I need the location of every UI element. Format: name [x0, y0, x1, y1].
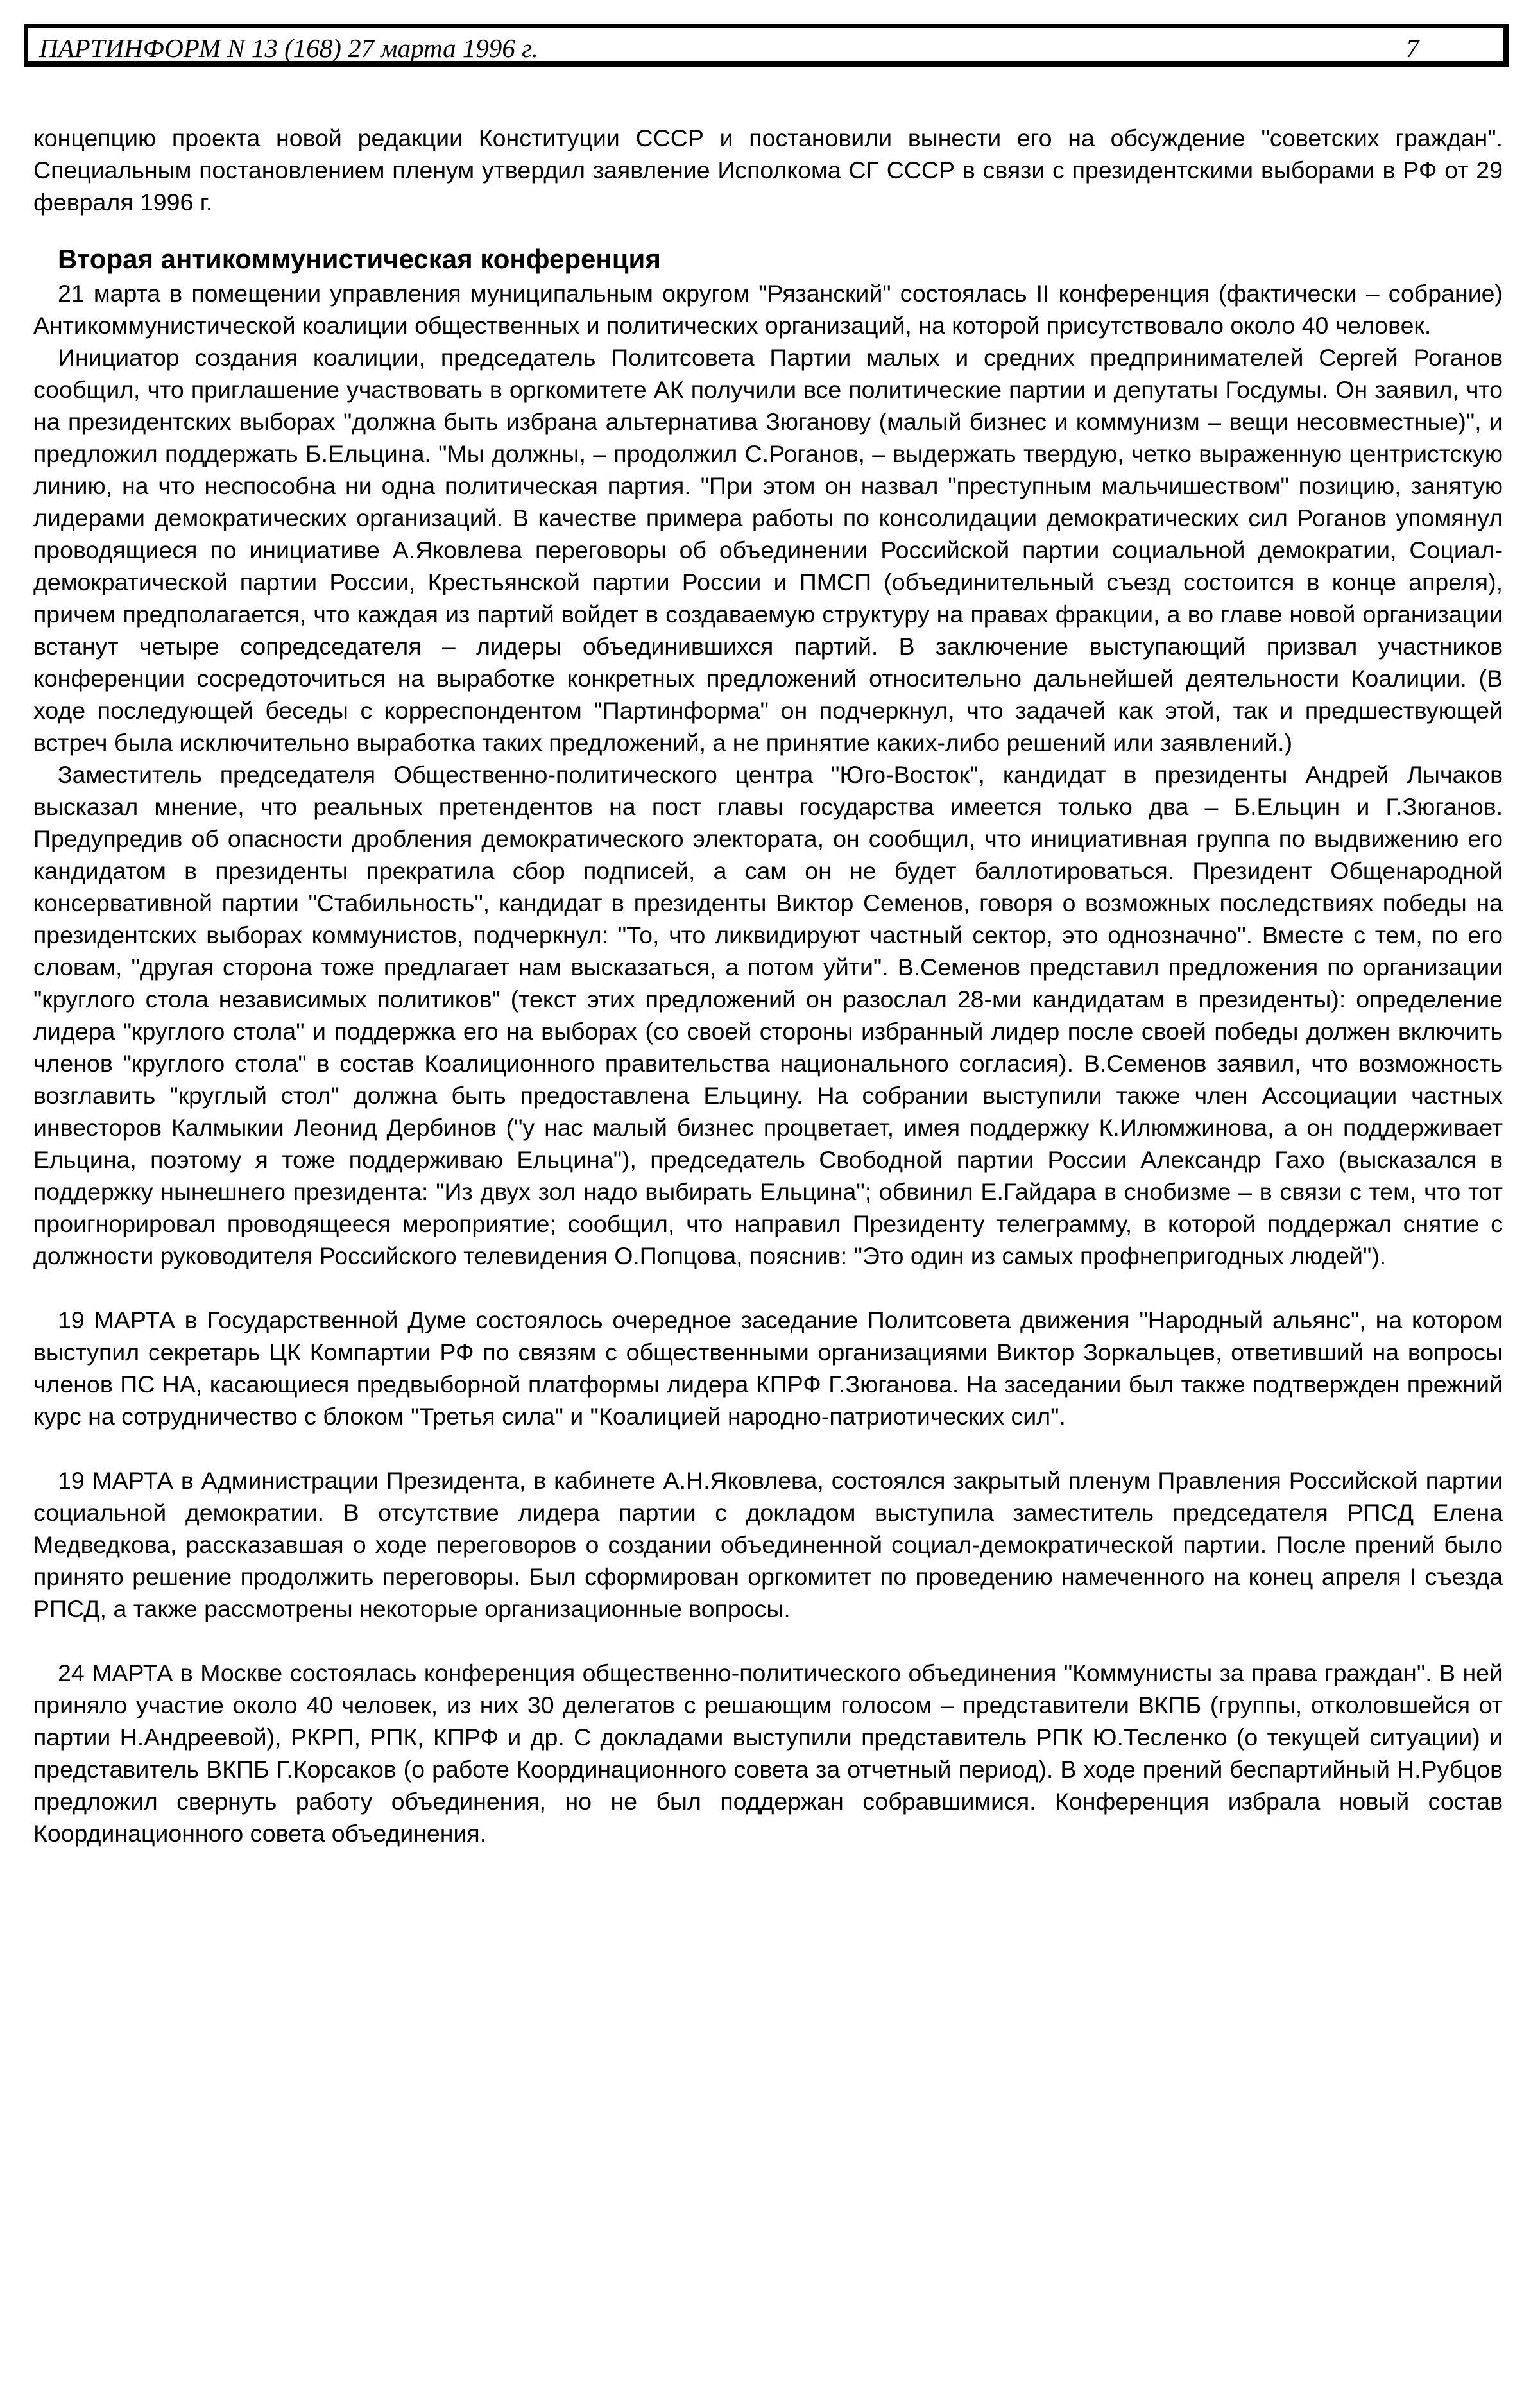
section-paragraph: Заместитель председателя Общественно-политического центра "Юго-Восток", кандидат в президенты Андрей Лычаков высказал мнение, что реальных претендентов на пост главы государства имеется только два – Б.Ельцин и Г.Зюганов. Предупредив об опасности дробления демократического электората, он сообщил, что инициативная группа по выдвижению его кандидатом в президенты прекратила сбор подписей, а сам он не будет баллотироваться. Президент Общенародной консервативной партии "Стабильность", кандидат в президенты Виктор Семенов, говоря о возможных последствиях победы на президентских выборах коммунистов, подчеркнул: "То, что ликвидируют частный сектор, это однозначно". Вместе с тем, по его словам, "другая сторона тоже предлагает нам высказаться, а потом уйти". В.Семенов представил предложения по организации "круглого стола независимых политиков" (текст этих предложений он разослал 28-ми кандидатам в президенты): определение лидера "круглого стола" и поддержка его на выборах (со своей стороны избранный лидер после своей победы должен включить членов "круглого стола" в состав Коалиционного правительства национального согласия). В.Семенов заявил, что возможность возглавить "круглый стол" должна быть предоставлена Ельцину. На собрании выступили также член Ассоциации частных инвесторов Калмыкии Леонид Дербинов ("у нас малый бизнес процветает, имея поддержку К.Илюмжинова, а он поддерживает Ельцина, поэтому я тоже поддерживаю Ельцина"), председатель Свободной партии России Александр Гахо (высказался в поддержку нынешнего президента: "Из двух зол надо выбирать Ельцина"; обвинил Е.Гайдара в снобизме – в связи с тем, что тот проигнорировал проводящееся мероприятие; сообщил, что направил Президенту телеграмму, в которой поддержал снятие с должности руководителя Российского телевидения О.Попцова, пояснив: "Это один из самых профнепригодных людей").: [33, 761, 1503, 1269]
news-item: 24 МАРТА в Москве состоялась конференция общественно-политического объединения "Коммунисты за права граждан". В ней приняло участие около 40 человек, из них 30 делегатов с решающим голосом – представители ВКПБ (группы, отколовшейся от партии Н.Андреевой), РКРП, РПК, КПРФ и др. С докладами выступили представитель РПК Ю.Тесленко (о текущей ситуации) и представитель ВКПБ Г.Корсаков (о работе Координационного совета за отчетный период). В ходе прений беспартийный Н.Рубцов предложил свернуть работу объединения, но не был поддержан собравшимися. Конференция избрала новый состав Координационного совета объединения.: [33, 1659, 1503, 1847]
page-number: 7: [1406, 33, 1419, 63]
news-item: 19 МАРТА в Государственной Думе состоялось очередное заседание Политсовета движения "Народный альянс", на котором выступил секретарь ЦК Компартии РФ по связям с общественными организациями Виктор Зоркальцев, ответивший на вопросы членов ПС НА, касающиеся предвыборной платформы лидера КПРФ Г.Зюганова. На заседании был также подтвержден прежний курс на сотрудничество с блоком "Третья сила" и "Коалицией народно-патриотических сил".: [33, 1307, 1503, 1430]
article-body: [33, 122, 1503, 1849]
publication-title: ПАРТИНФОРМ N 13 (168) 27 марта 1996 г.: [39, 33, 538, 63]
news-item: 19 МАРТА в Администрации Президента, в кабинете А.Н.Яковлева, состоялся закрытый пленум Правления Российской партии социальной демократии. В отсутствие лидера партии с докладом выступила заместитель председателя РПСД Елена Медведкова, рассказавшая о ходе переговоров о создании объединенной социал-демократической партии. После прений было принято решение продолжить переговоры. Был сформирован оргкомитет по проведению намеченного на конец апреля I съезда РПСД, а также рассмотрены некоторые организационные вопросы.: [33, 1467, 1503, 1622]
section-paragraph: Инициатор создания коалиции, председатель Политсовета Партии малых и средних предпринимателей Сергей Роганов сообщил, что приглашение участвовать в оргкомитете АК получили все политические партии и депутаты Госдумы. Он заявил, что на президентских выборах "должна быть избрана альтернатива Зюганову (малый бизнес и коммунизм – вещи несовместные)", и предложил поддержать Б.Ельцина. "Мы должны, – продолжил С.Роганов, – выдержать твердую, четко выраженную центристскую линию, на что неспособна ни одна политическая партия. "При этом он назвал "преступным мальчишеством" позицию, занятую лидерами демократических организаций. В качестве примера работы по консолидации демократических сил Роганов упомянул проводящиеся по инициативе А.Яковлева переговоры об объединении Российской партии социальной демократии, Социал-демократической партии России, Крестьянской партии России и ПМСП (объединительный съезд состоится в конце апреля), причем предполагается, что каждая из партий войдет в создаваемую структуру на правах фракции, а во главе новой организации встанут четыре сопредседателя – лидеры объединившихся партий. В заключение выступающий призвал участников конференции сосредоточиться на выработке конкретных предложений относительно дальнейшей деятельности Коалиции. (В ходе последующей беседы с корреспондентом "Партинформа" он подчеркнул, что задачей как этой, так и предшествующей встреч была исключительно выработка таких предложений, а не принятие каких-либо решений или заявлений.): [33, 344, 1503, 756]
intro-paragraph: концепцию проекта новой редакции Конституции СССР и постановили вынести его на обсуждение "советских граждан". Специальным постановлением пленум утвердил заявление Исполкома СГ СССР в связи с президентскими выборами в РФ от 29 февраля 1996 г.: [33, 124, 1503, 216]
section-paragraph: 21 марта в помещении управления муниципальным округом "Рязанский" состоялась II конференция (фактически – собрание) Антикоммунистической коалиции общественных и политических организаций, на которой присутствовало около 40 человек.: [33, 280, 1503, 339]
page-header: [24, 24, 1509, 67]
section-heading: Вторая антикоммунистическая конференция: [58, 244, 661, 274]
